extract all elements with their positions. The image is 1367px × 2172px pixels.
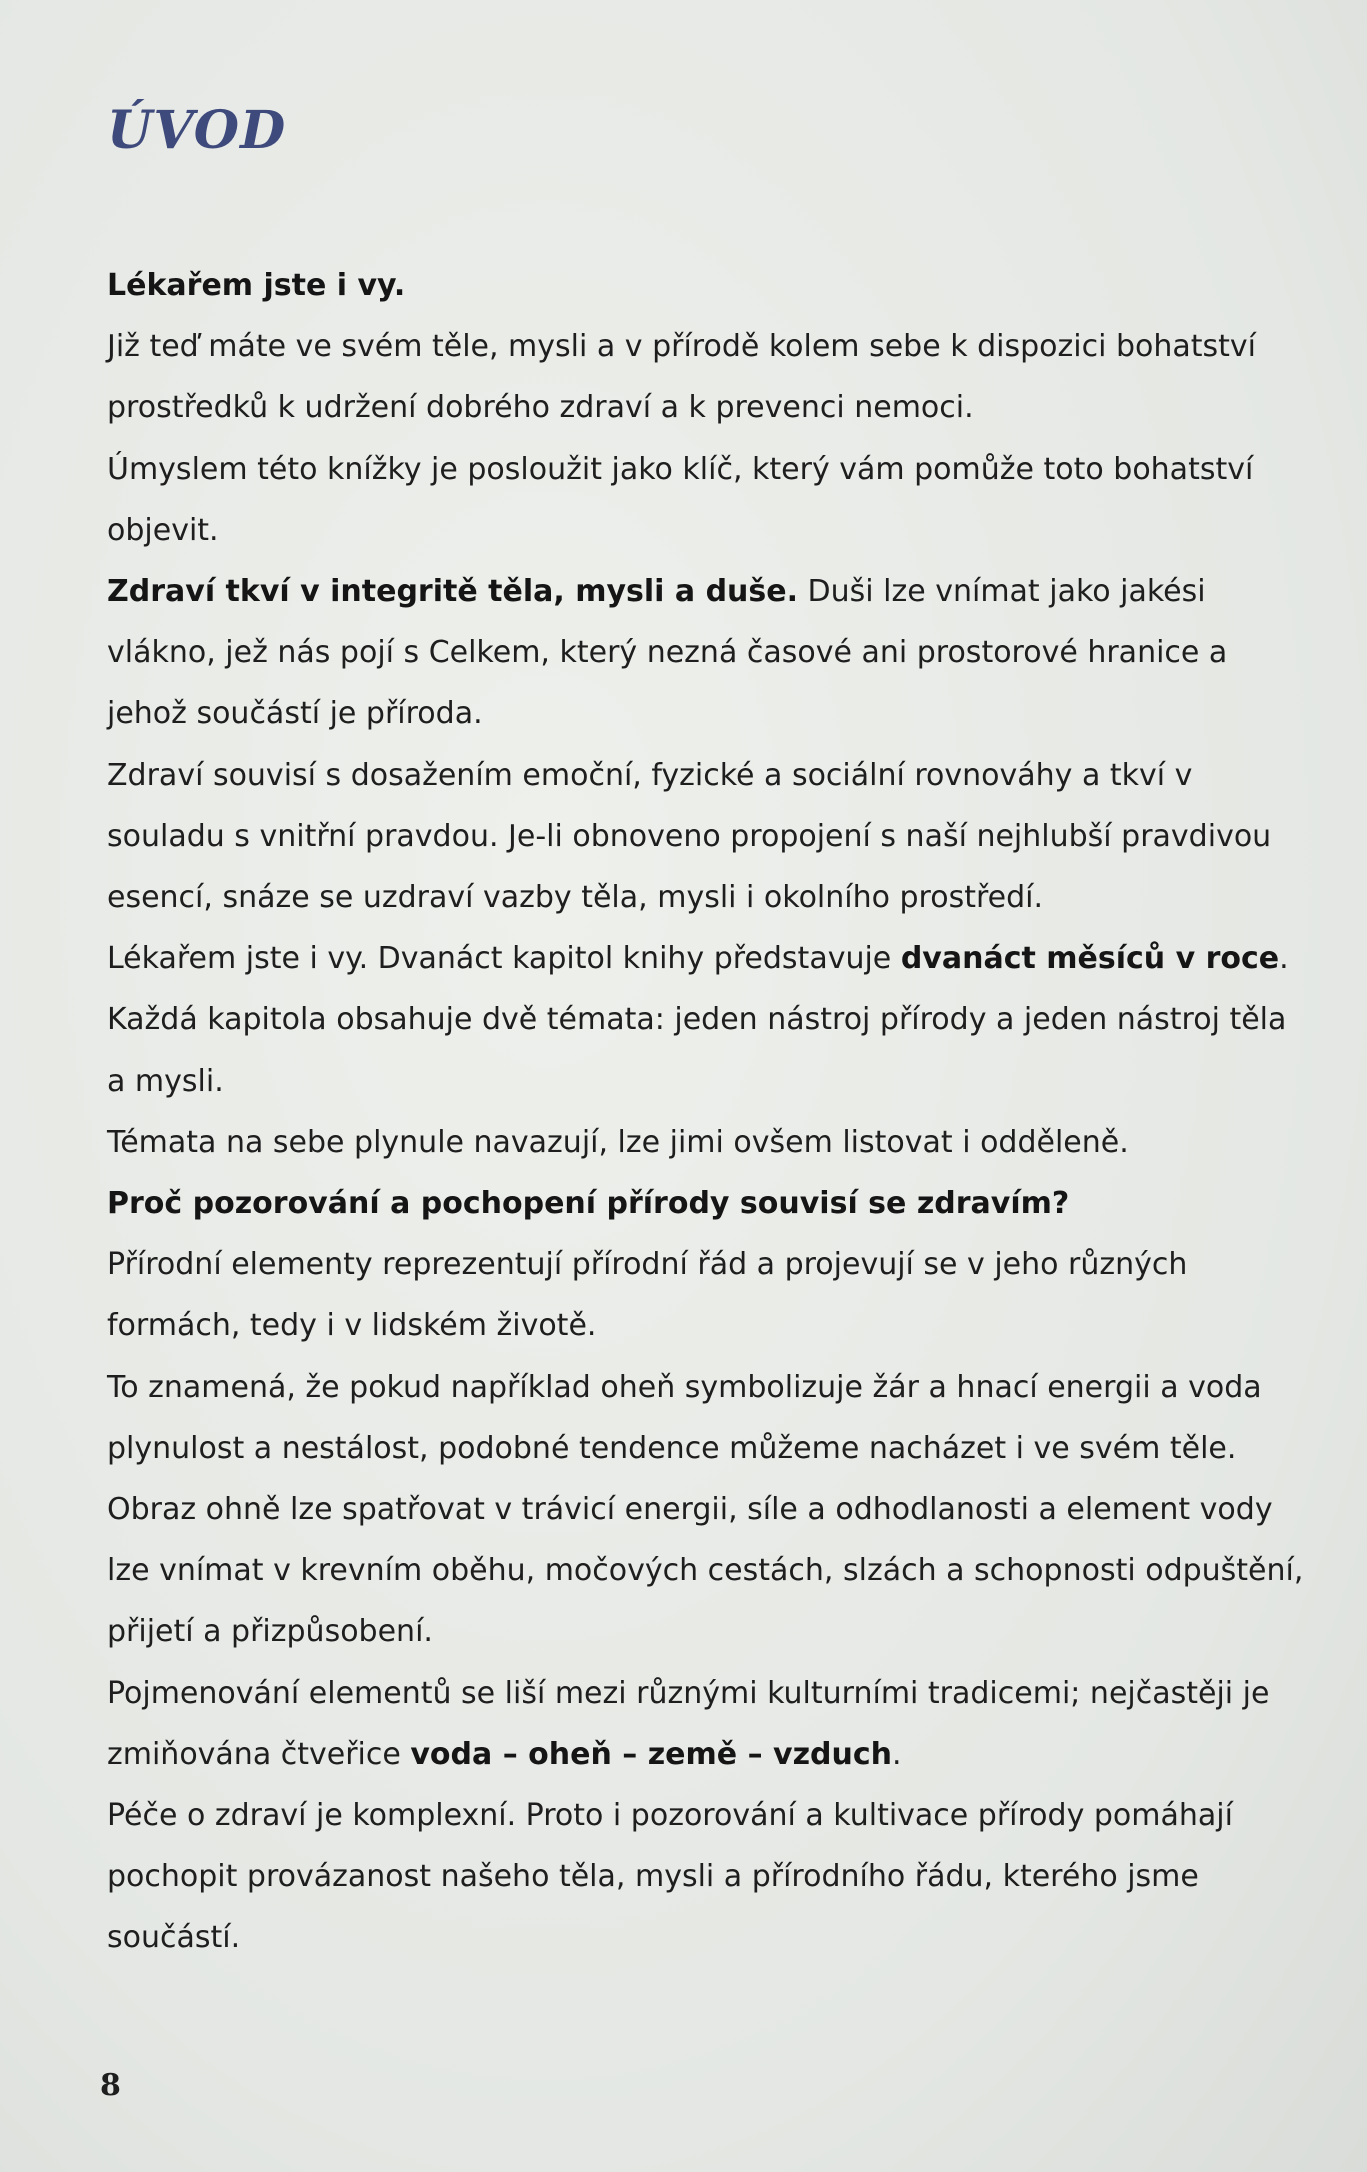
text-run: . xyxy=(1279,941,1289,977)
paragraph-1 xyxy=(107,255,1307,316)
bold-text: voda – oheň – země – vzduch xyxy=(410,1736,893,1772)
paragraph-8 xyxy=(107,1112,1307,1173)
paragraph-7 xyxy=(107,989,1307,1111)
paragraph-3 xyxy=(107,439,1307,561)
body-text xyxy=(107,255,1307,1969)
text-run: To znamená, že pokud například oheň symbolizuje žár a hnací energii a voda plynulost a nestálost, podobné tendence můžeme nacházet i ve svém těle. Obraz ohně lze spatřovat v trávicí energii, síle a odhodlanosti a element vody lze vnímat v krevním oběhu, močových cestách, slzách a schopnosti odpuštění, přijetí a přizpůsobení. xyxy=(107,1369,1304,1650)
paragraph-10 xyxy=(107,1234,1307,1356)
bold-text: Lékařem jste i vy. xyxy=(107,268,406,303)
text-run: Témata na sebe plynule navazují, lze jimi ovšem listovat i odděleně. xyxy=(107,1124,1129,1160)
text-run: Lékařem jste i vy. Dvanáct kapitol knihy představuje xyxy=(107,941,901,977)
bold-text: Proč pozorování a pochopení přírody souvisí se zdravím? xyxy=(107,1186,1070,1222)
paragraph-11 xyxy=(107,1357,1307,1663)
text-run: Duši lze vnímat jako jakési vlákno, jež nás pojí s Celkem, který nezná časové ani prostorové hranice a jehož součástí je příroda. xyxy=(107,574,1228,732)
paragraph-6 xyxy=(107,928,1307,989)
chapter-heading: ÚVOD xyxy=(107,100,287,161)
bold-text: Zdraví tkví v integritě těla, mysli a duše. xyxy=(107,574,798,610)
paragraph-2 xyxy=(107,316,1307,438)
text-run: Přírodní elementy reprezentují přírodní řád a projevují se v jeho různých formách, tedy i v lidském životě. xyxy=(107,1247,1188,1344)
text-run: Zdraví souvisí s dosažením emoční, fyzické a sociální rovnováhy a tkví v souladu s vnitřní pravdou. Je-li obnoveno propojení s naší nejhlubší pravdivou esencí, snáze se uzdraví vazby těla, mysli i okolního prostředí. xyxy=(107,757,1272,916)
text-run: Každá kapitola obsahuje dvě témata: jeden nástroj přírody a jeden nástroj těla a mysli. xyxy=(107,1002,1287,1099)
paragraph-12 xyxy=(107,1663,1307,1785)
text-run: Péče o zdraví je komplexní. Proto i pozorování a kultivace přírody pomáhají pochopit provázanost našeho těla, mysli a přírodního řádu, kterého jsme součástí. xyxy=(107,1798,1233,1956)
text-run: Pojmenování elementů se liší mezi různými kulturními tradicemi; nejčastěji je zmiňována čtveřice xyxy=(107,1675,1270,1772)
paragraph-9 xyxy=(107,1173,1307,1234)
paragraph-13 xyxy=(107,1785,1307,1969)
paragraph-5 xyxy=(107,745,1307,929)
page-number: 8 xyxy=(100,2068,121,2103)
paragraph-4 xyxy=(107,561,1307,745)
text-run: . xyxy=(892,1736,902,1772)
text-run: Již teď máte ve svém těle, mysli a v přírodě kolem sebe k dispozici bohatství prostředků k udržení dobrého zdraví a k prevenci nemoci. xyxy=(107,329,1256,426)
text-run: Úmyslem této knížky je posloužit jako klíč, který vám pomůže toto bohatství objevit. xyxy=(107,451,1254,548)
bold-text: dvanáct měsíců v roce xyxy=(900,941,1280,977)
